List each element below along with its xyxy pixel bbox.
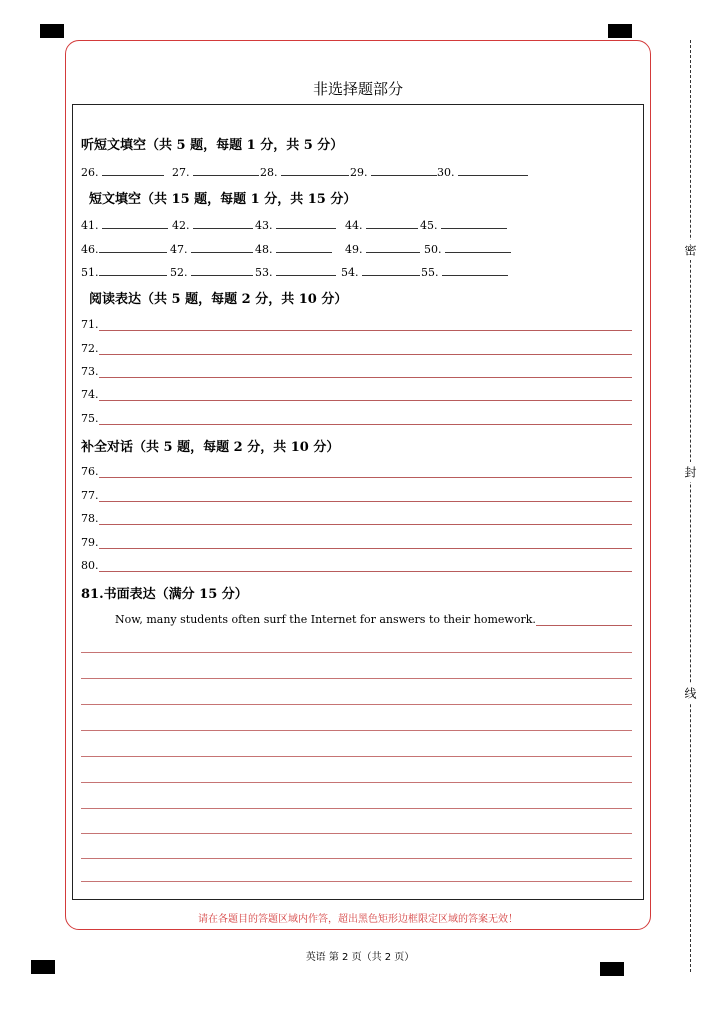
writing-line-6[interactable] — [81, 782, 632, 783]
answer-area-warning: 请在各题目的答题区域内作答，超出黑色矩形边框限定区域的答案无效！ — [198, 914, 518, 925]
answer-blank-26[interactable]: 26. — [81, 164, 164, 178]
answer-blank-44[interactable]: 44. — [345, 217, 418, 231]
writing-line-2[interactable] — [81, 678, 632, 679]
answer-blank-29[interactable]: 29. — [350, 164, 437, 178]
listening-heading: 听短文填空（共 5 题，每题 1 分，共 5 分） — [81, 138, 344, 153]
answer-line-79[interactable]: 79. — [81, 536, 632, 550]
seal-mark-xian: 线 — [682, 683, 699, 703]
registration-mark-top-right — [608, 24, 632, 38]
answer-line-73[interactable]: 73. — [81, 365, 632, 379]
writing-line-1[interactable] — [81, 652, 632, 653]
cloze-heading: 短文填空（共 15 题，每题 1 分，共 15 分） — [89, 192, 357, 207]
page-footer: 英语 第 2 页（共 2 页） — [305, 952, 415, 963]
answer-blank-50[interactable]: 50. — [424, 241, 511, 255]
answer-blank-42[interactable]: 42. — [172, 217, 253, 231]
writing-line-8[interactable] — [81, 833, 632, 834]
answer-blank-48[interactable]: 48. — [255, 241, 332, 255]
answer-blank-47[interactable]: 47. — [170, 241, 253, 255]
answer-line-76[interactable]: 76. — [81, 465, 632, 479]
answer-blank-49[interactable]: 49. — [345, 241, 420, 255]
writing-line-3[interactable] — [81, 704, 632, 705]
answer-blank-52[interactable]: 52. — [170, 264, 253, 278]
seal-mark-feng: 封 — [682, 462, 699, 482]
answer-blank-55[interactable]: 55. — [421, 264, 508, 278]
writing-line-5[interactable] — [81, 756, 632, 757]
answer-blank-54[interactable]: 54. — [341, 264, 420, 278]
writing-heading: 81.书面表达（满分 15 分） — [81, 587, 248, 602]
answer-blank-53[interactable]: 53. — [255, 264, 336, 278]
answer-blank-51[interactable]: 51. — [81, 264, 167, 278]
answer-blank-28[interactable]: 28. — [260, 164, 349, 178]
answer-blank-43[interactable]: 43. — [255, 217, 336, 231]
seal-mark-mi: 密 — [682, 240, 699, 260]
answer-line-77[interactable]: 77. — [81, 489, 632, 503]
answer-line-74[interactable]: 74. — [81, 388, 632, 402]
seal-cut-line — [690, 40, 691, 972]
answer-blank-41[interactable]: 41. — [81, 217, 168, 231]
writing-line-10[interactable] — [81, 881, 632, 882]
answer-blank-45[interactable]: 45. — [420, 217, 507, 231]
answer-line-78[interactable]: 78. — [81, 512, 632, 526]
registration-mark-bottom-right — [600, 962, 624, 976]
writing-prompt[interactable]: Now, many students often surf the Internet for answers to their homework. — [115, 613, 632, 627]
answer-blank-46[interactable]: 46. — [81, 241, 167, 255]
answer-line-75[interactable]: 75. — [81, 412, 632, 426]
dialogue-heading: 补全对话（共 5 题，每题 2 分，共 10 分） — [81, 440, 340, 455]
answer-line-71[interactable]: 71. — [81, 318, 632, 332]
writing-line-7[interactable] — [81, 808, 632, 809]
answer-line-72[interactable]: 72. — [81, 342, 632, 356]
reading-heading: 阅读表达（共 5 题，每题 2 分，共 10 分） — [89, 292, 348, 307]
writing-line-4[interactable] — [81, 730, 632, 731]
page-title: 非选择题部分 — [312, 80, 403, 98]
answer-line-80[interactable]: 80. — [81, 559, 632, 573]
writing-line-9[interactable] — [81, 858, 632, 859]
registration-mark-top-left — [40, 24, 64, 38]
answer-blank-27[interactable]: 27. — [172, 164, 259, 178]
answer-blank-30[interactable]: 30. — [437, 164, 528, 178]
